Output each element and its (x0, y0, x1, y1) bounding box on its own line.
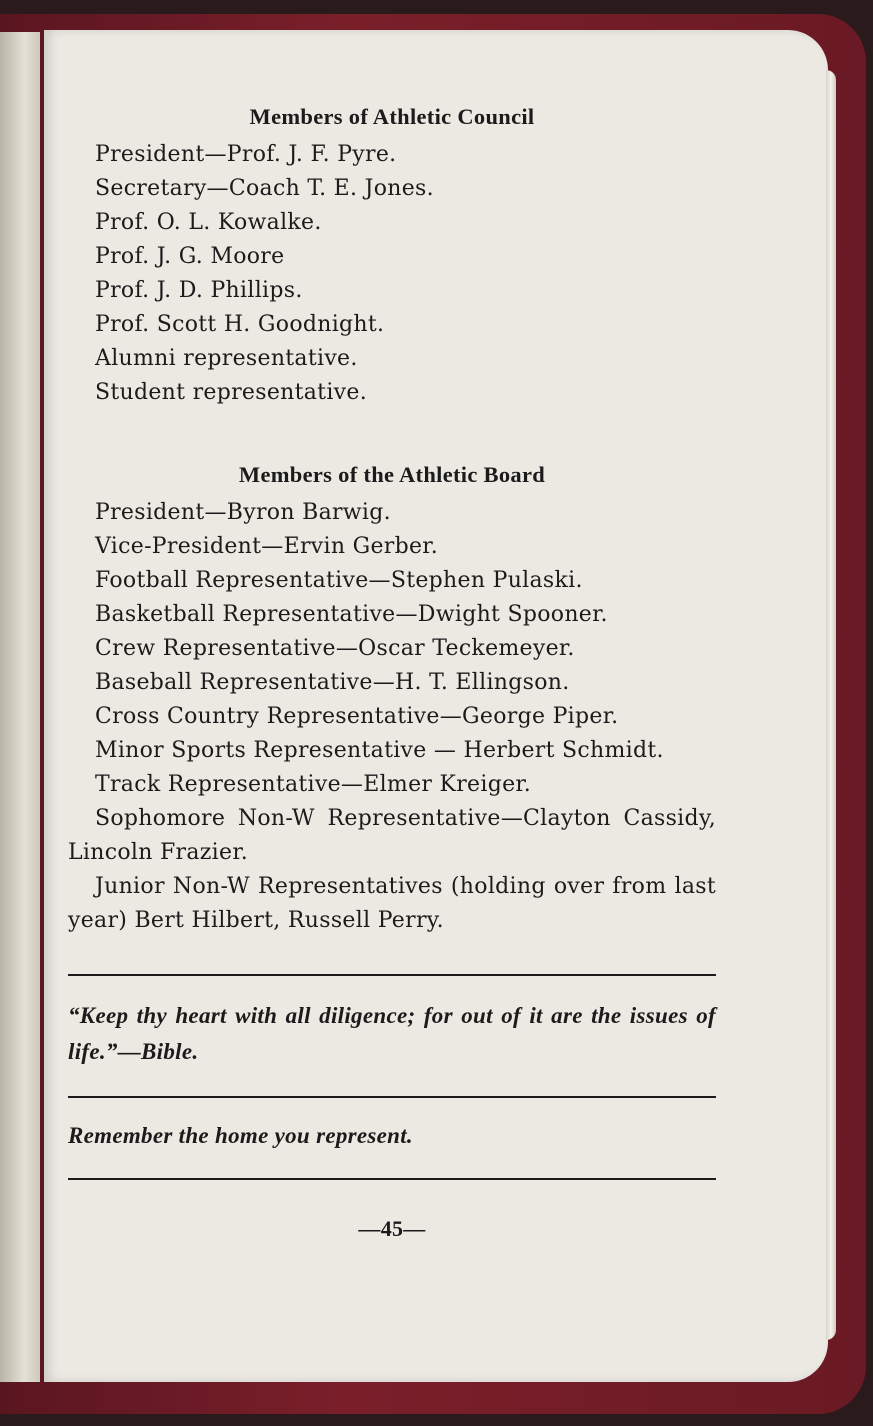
spacer (68, 1098, 716, 1118)
list-item: President—Prof. J. F. Pyre. (95, 142, 397, 167)
council-heading: Members of Athletic Council (249, 104, 535, 129)
list-item: Student representative. (95, 380, 367, 405)
facing-page-edge (0, 32, 40, 1382)
spacer (68, 1180, 716, 1212)
list-item: Secretary—Coach T. E. Jones. (95, 176, 434, 201)
list-item: Cross Country Representative—George Piper. (95, 704, 619, 729)
page-stack-edge (826, 70, 836, 1340)
list-item: Minor Sports Representative — Herbert Schmidt. (95, 738, 664, 763)
bible-quote: “Keep thy heart with all diligence; for out of it are the issues of life.”—Bible. (68, 1003, 716, 1064)
list-item: Baseball Representative—H. T. Ellingson. (95, 670, 570, 695)
council-list (68, 138, 716, 410)
list-item: Prof. J. G. Moore (95, 244, 285, 269)
list-item: Crew Representative—Oscar Teckemeyer. (95, 636, 575, 661)
spacer (68, 1154, 716, 1178)
list-item: Prof. Scott H. Goodnight. (95, 312, 385, 337)
list-item: Prof. O. L. Kowalke. (95, 210, 322, 235)
list-item: Football Representative—Stephen Pulaski. (95, 568, 583, 593)
spacer (68, 976, 716, 998)
list-item: Alumni representative. (95, 346, 358, 371)
page-content (68, 96, 716, 1246)
spacer (68, 410, 716, 454)
motto: Remember the home you represent. (68, 1123, 413, 1148)
spacer (68, 938, 716, 974)
list-item: Vice-President—Ervin Gerber. (95, 534, 438, 559)
board-heading: Members of the Athletic Board (238, 462, 546, 487)
list-item: Prof. J. D. Phillips. (95, 278, 303, 303)
list-item: President—Byron Barwig. (95, 500, 391, 525)
list-item: Track Representative—Elmer Kreiger. (95, 772, 532, 797)
board-list (68, 496, 716, 938)
spacer (68, 1070, 716, 1096)
list-item: Junior Non-W Representatives (holding over from last year) Bert Hilbert, Russell Perry. (68, 874, 716, 933)
list-item: Basketball Representative—Dwight Spooner. (95, 602, 608, 627)
page-number: —45— (358, 1216, 426, 1241)
list-item: Sophomore Non-W Representative—Clayton Cassidy, Lincoln Frazier. (68, 806, 716, 865)
